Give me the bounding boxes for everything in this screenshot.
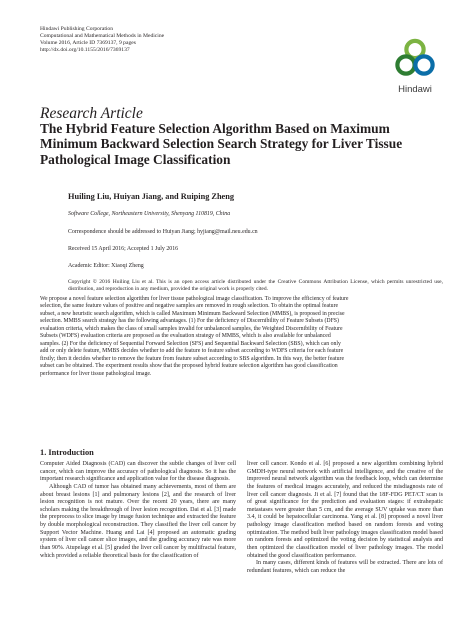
- publisher-name: Hindawi Publishing Corporation: [40, 26, 114, 32]
- abstract-line: selection, the same feature values of positive and negative samples are removed in rough selection. To obtain the optimal feature: [40, 303, 339, 310]
- copyright-notice: Copyright © 2016 Huiling Liu et al. This is an open access article distributed under the Creative Commons Attribution License, which permits unrestricted use, distribution, and reproduction in any medium, provided the original work is properly cited.: [68, 279, 443, 293]
- body-paragraph: Although CAD of tumor has obtained many achievements, most of them are about breast lesions [1] and pulmonary lesions [2], and the research of liver lesion recognition is not mature. Over the recent 20 years, there are many scholars making the breakthrough of liver lesion recognition. Dai et al. [3] made the preprocess to slice image by image fusion technique and extracted the feature by double morphological reconstruction. They classified the liver cell cancer by Support Vector Machine. Huang and Lai [4] proposed an automatic grading system of liver cell cancer slice images, and the grading accuracy rate was more than 90%. Atupelage et al. [5] graded the liver cell cancer by multifractal feature, which provided a reliable theoretical basis for the classification of: [40, 483, 236, 559]
- body-paragraph: Computer Aided Diagnosis (CAD) can discover the subtle changes of liver cell cancer, which can improve the accuracy of pathological diagnosis. So it has the important research significance and application value for the disease diagnosis.: [40, 461, 236, 483]
- abstract-line: subset, a new heuristic search algorithm, which is called Maximum Minimum Backward Selection (MMBS), is proposed in precise: [40, 310, 345, 317]
- body-column-right: [247, 461, 443, 575]
- hindawi-rings-logo-icon: [392, 36, 438, 82]
- doi-link[interactable]: http://dx.doi.org/10.1155/2016/7369137: [40, 46, 130, 53]
- journal-name: Computational and Mathematical Methods in Medicine: [40, 32, 165, 39]
- publisher-logo-text: Hindawi: [398, 84, 432, 95]
- abstract-line: firstly; then it decides whether to remove the feature from feature subset according to SBS algorithm. In this way, the better feature: [40, 355, 345, 362]
- abstract-line: evaluation criteria, which makes the class of small samples invalid for unbalanced samples, the Weighted Discernibility of Feature: [40, 325, 343, 332]
- volume-info: Volume 2016, Article ID 7369137, 9 pages: [40, 39, 136, 46]
- abstract-line: selection. MMBS search strategy has the following advantages. (1) For the deficiency of Discernibility of Feature Subsets (DFS): [40, 318, 339, 325]
- affiliation: Software College, Northeastern University, Shenyang 110819, China: [68, 211, 231, 217]
- body-paragraph: liver cell cancer. Kondo et al. [6] proposed a new algorithm combining hybrid GMDH-type neural network with artificial intelligence, and the creative of the improved neural network algorithm was the feedback loop, which can determine the features of medical images accurately, and reduced the misdiagnosis rate of liver cell cancer diagnosis. Ji et al. [7] found that the 18F-FDG PET/CT scan is of great significance for the prediction and evaluation stages: if extrahepatic metastases were greater than 5 cm, and the average SUV uptake was more than 3.4, it could be hepatocellular carcinoma. Yang et al. [8] proposed a novel liver pathology image classification method based on random forests and voting optimization. The method built liver pathology images classification model based on random forests and optimized the voting decision by statistical analysis and then optimized the classification model of liver pathology images. The model obtained the good classification performance.: [247, 461, 443, 559]
- academic-editor: Academic Editor: Xiaoqi Zheng: [68, 263, 144, 269]
- abstract-line: samples. (2) For the deficiency of Sequential Forward Selection (SFS) and Sequential Backward Selection (SBS), which can only: [40, 340, 341, 347]
- article-title: The Hybrid Feature Selection Algorithm Based on Maximum Minimum Backward Selection Search Strategy for Liver Tissue Pathological Image Classification: [40, 121, 403, 167]
- abstract-line: performance for liver tissue pathological image.: [40, 370, 152, 377]
- abstract-line: Subsets (WDFS) evaluation criteria are proposed as the evaluation strategy of MMBS, which is also available for unbalanced: [40, 333, 331, 340]
- journal-header: [40, 26, 164, 54]
- abstract: [40, 296, 443, 378]
- body-paragraph: In many cases, different kinds of features will be extracted. There are lots of redundant features, which can reduce the: [247, 560, 443, 574]
- section-heading-introduction: 1. Introduction: [40, 448, 94, 457]
- abstract-line: We propose a novel feature selection algorithm for liver tissue pathological image classification. To improve the efficiency of feature: [40, 296, 349, 302]
- abstract-line: add or only delete feature, MMBS decides whether to add the feature to feature subset according to WDFS criteria for each feature: [40, 348, 344, 355]
- body-column-left: [40, 461, 236, 560]
- article-dates: Received 15 April 2016; Accepted 1 July 2016: [68, 246, 179, 252]
- abstract-line: subset can be obtained. The experiment results show that the proposed hybrid feature selection algorithm has good classification: [40, 363, 338, 370]
- author-list: Huiling Liu, Huiyan Jiang, and Ruiping Zheng: [68, 192, 235, 201]
- correspondence-note: Correspondence should be addressed to Huiyan Jiang; hyjiang@mail.neu.edu.cn: [68, 229, 258, 235]
- article-type: Research Article: [40, 105, 143, 122]
